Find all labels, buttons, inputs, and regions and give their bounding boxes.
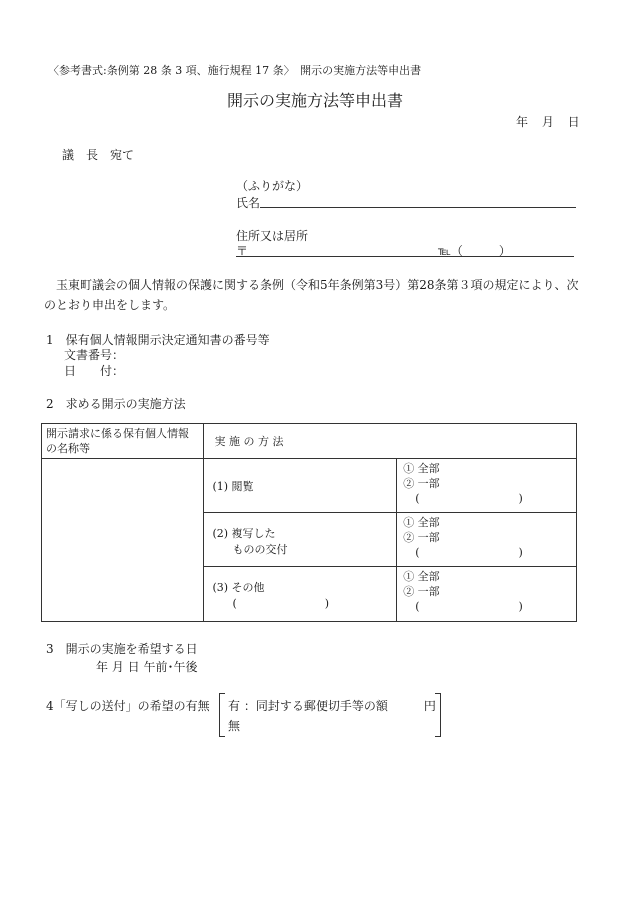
section3-heading: 3 開示の実施を希望する日 (46, 642, 198, 656)
section4-heading: 4「写しの送付」の希望の有無 (46, 699, 210, 713)
name-field[interactable] (260, 207, 576, 208)
option-paren: ( ) (415, 546, 523, 559)
right-bracket (435, 693, 441, 737)
other-paren[interactable]: ( ) (232, 597, 330, 610)
section1-heading: 1 保有個人情報開示決定通知書の番号等 (46, 333, 270, 347)
option-part[interactable]: ② 一部 (403, 531, 440, 544)
address-field[interactable] (236, 256, 574, 257)
table-row: (1) 閲覧 (204, 459, 397, 513)
table-row: (2) 複写した ものの交付 (204, 513, 397, 567)
table-header-name: 開示請求に係る保有個人情報の名称等 (42, 424, 204, 459)
option-yes[interactable]: 有 ：同封する郵便切手等の額 円 (228, 699, 436, 713)
table-row-options[interactable] (397, 459, 577, 513)
option-all[interactable]: ① 全部 (403, 570, 440, 583)
option-all[interactable]: ① 全部 (403, 516, 440, 529)
doc-number-label: 文書番号： (64, 348, 125, 362)
addressee: 議 長 宛て (62, 148, 135, 162)
option-all[interactable]: ① 全部 (403, 462, 440, 475)
table-row: (3) その他 ( ) (204, 567, 397, 622)
postal-mark: 〒 (236, 244, 249, 258)
name-label: 氏名 (236, 196, 261, 210)
table-row-options[interactable] (397, 513, 577, 567)
declaration-paragraph: 玉東町議会の個人情報の保護に関する条例（令和5年条例第3号）第28条第３項の規定により、次のとおり申出をします。 (44, 278, 579, 312)
left-bracket (219, 693, 225, 737)
table-header-method: 実 施 の 方 法 (204, 424, 577, 459)
date-field[interactable]: 年 月 日 (516, 115, 580, 129)
address-label: 住所又は居所 (236, 229, 309, 243)
page-title: 開示の実施方法等申出書 (226, 91, 403, 110)
option-no[interactable]: 無 (228, 719, 241, 733)
option-part[interactable]: ② 一部 (403, 585, 440, 598)
option-paren: ( ) (415, 492, 523, 505)
table-row-options[interactable] (397, 567, 577, 622)
doc-date-label: 日 付： (64, 364, 125, 378)
option-part[interactable]: ② 一部 (403, 477, 440, 490)
reference-note: 〈参考書式:条例第 28 条 3 項、施行規程 17 条〉 開示の実施方法等申出書 (48, 64, 422, 77)
method-table (41, 423, 577, 622)
tel-label: ℡（ ） (438, 244, 511, 258)
preferred-date-field[interactable]: 年 月 日 午前･午後 (96, 660, 198, 674)
info-name-cell[interactable] (42, 459, 204, 622)
section2-heading: 2 求める開示の実施方法 (46, 397, 186, 411)
option-paren: ( ) (415, 600, 523, 613)
furigana-label: （ふりがな） (236, 179, 309, 193)
